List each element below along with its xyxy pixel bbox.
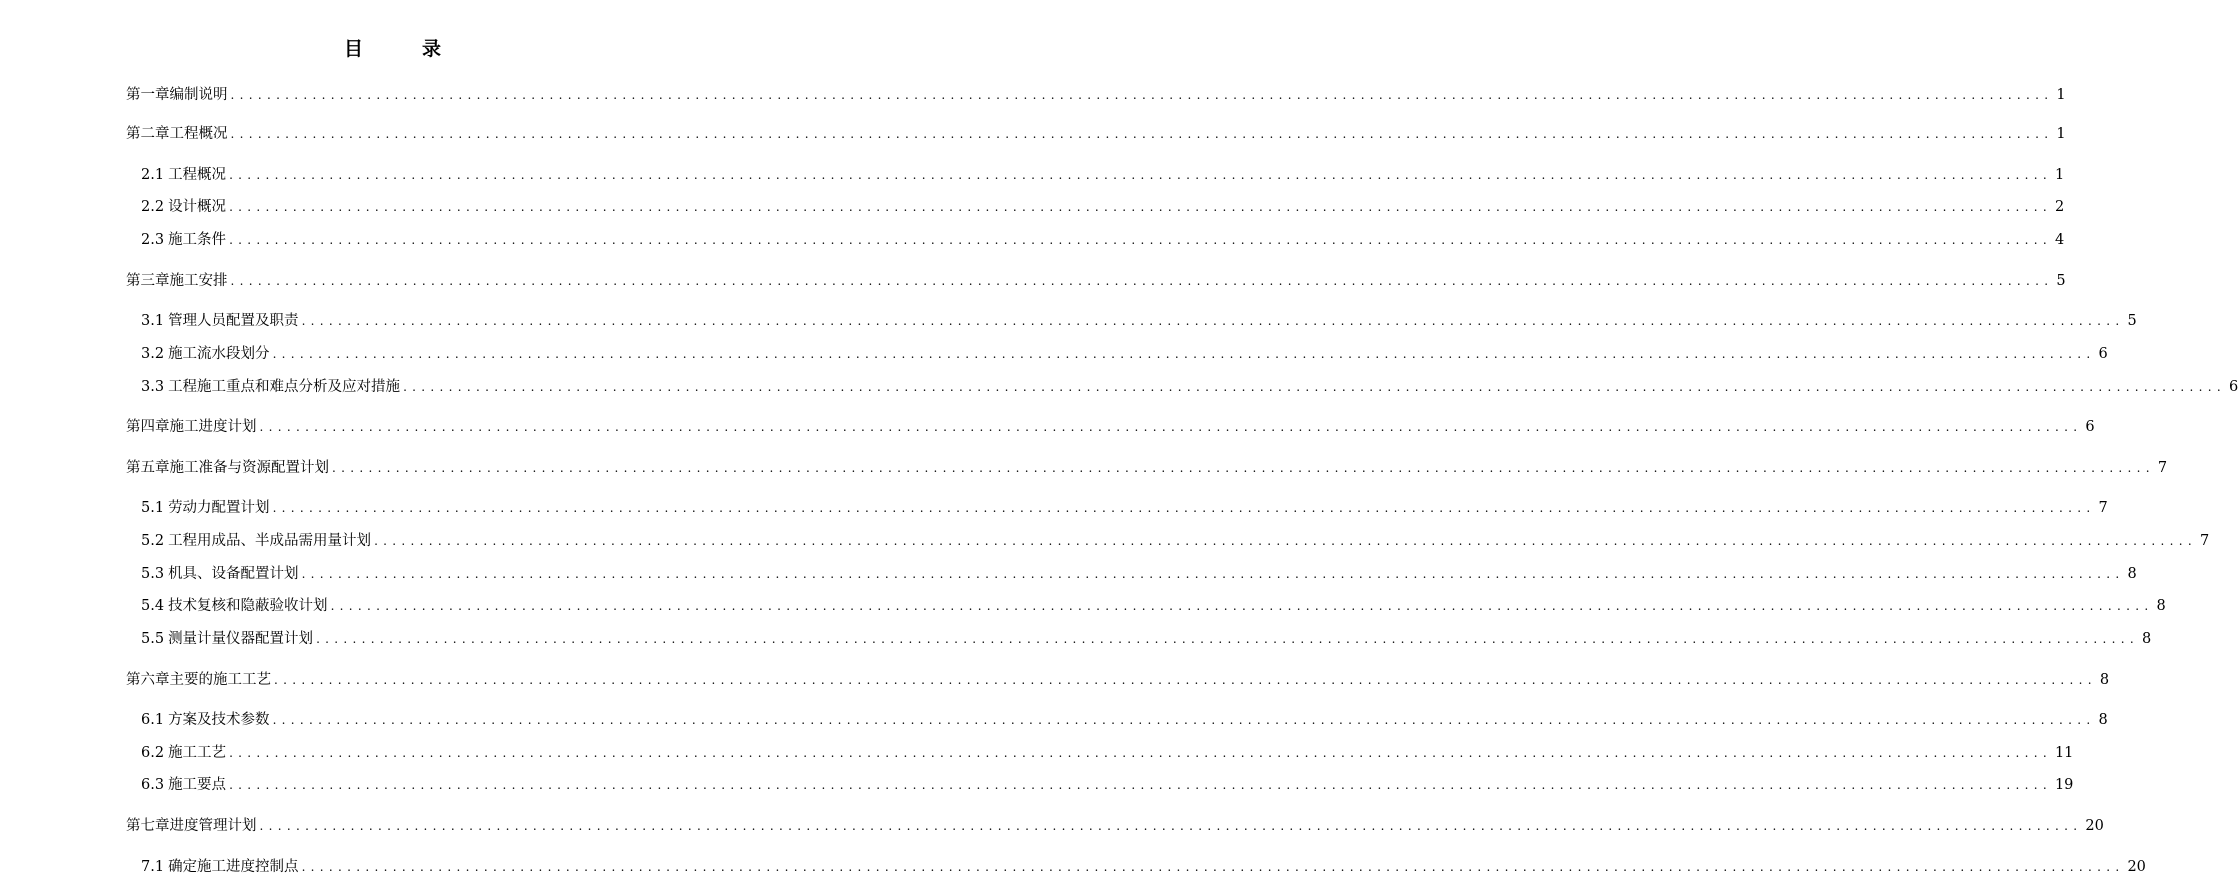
toc-entry-title: 施工流水段划分 bbox=[168, 346, 270, 362]
toc-section-entry[interactable] bbox=[141, 595, 2166, 617]
toc-section-entry[interactable] bbox=[141, 742, 2074, 764]
toc-page-number: 5 bbox=[2127, 313, 2137, 329]
toc-entry-number: 2.1 bbox=[141, 167, 165, 183]
toc-entry-number: 5.2 bbox=[141, 533, 165, 549]
toc-page-number: 5 bbox=[2056, 273, 2066, 289]
toc-chapter-entry[interactable] bbox=[126, 416, 2095, 438]
toc-entry-number: 5.5 bbox=[141, 631, 165, 647]
toc-chapter-entry[interactable] bbox=[126, 123, 2066, 145]
toc-section-entry[interactable] bbox=[141, 628, 2152, 650]
toc-entry-title: 第七章进度管理计划 bbox=[126, 818, 257, 834]
toc-page-number: 11 bbox=[2054, 745, 2074, 761]
page-title: 目 录 bbox=[343, 38, 461, 60]
toc-page-number: 8 bbox=[2099, 672, 2110, 688]
toc-entry-number: 6.2 bbox=[141, 745, 165, 761]
toc-dot-leader: ........................................................................................................................................................................................................ bbox=[330, 599, 2154, 613]
toc-entry-title: 测量计量仪器配置计划 bbox=[168, 631, 314, 647]
toc-dot-leader: ........................................................................................................................................................................................................ bbox=[229, 778, 2052, 792]
toc-section-entry[interactable] bbox=[141, 774, 2074, 796]
toc-dot-leader: ........................................................................................................................................................................................................ bbox=[272, 501, 2096, 515]
toc-dot-leader: ........................................................................................................................................................................................................ bbox=[332, 461, 2155, 475]
toc-page-number: 1 bbox=[2056, 87, 2066, 103]
toc-entry-title: 工程用成品、半成品需用量计划 bbox=[168, 533, 372, 549]
toc-dot-leader: ........................................................................................................................................................................................................ bbox=[272, 347, 2096, 361]
toc-entry-title: 机具、设备配置计划 bbox=[168, 566, 299, 582]
toc-dot-leader: ........................................................................................................................................................................................................ bbox=[230, 88, 2054, 102]
toc-page-number: 6 bbox=[2085, 419, 2095, 435]
toc-chapter-entry[interactable] bbox=[126, 270, 2066, 292]
toc-section-entry[interactable] bbox=[141, 497, 2108, 519]
toc-entry-title: 第三章施工安排 bbox=[126, 273, 228, 289]
toc-chapter-entry[interactable] bbox=[126, 669, 2110, 691]
toc-entry-title: 第二章工程概况 bbox=[126, 126, 228, 142]
toc-dot-leader: ........................................................................................................................................................................................................ bbox=[230, 127, 2054, 141]
toc-entry-title: 劳动力配置计划 bbox=[168, 500, 270, 516]
toc-chapter-entry[interactable] bbox=[126, 84, 2066, 106]
toc-entry-title: 施工条件 bbox=[168, 232, 227, 248]
toc-chapter-entry[interactable] bbox=[126, 457, 2168, 479]
toc-entry-title: 第四章施工进度计划 bbox=[126, 419, 257, 435]
toc-entry-number: 5.4 bbox=[141, 598, 165, 614]
toc-page-number: 7 bbox=[2157, 460, 2168, 476]
toc-page-number: 6 bbox=[2228, 379, 2238, 395]
toc-dot-leader: ........................................................................................................................................................................................................ bbox=[230, 274, 2054, 288]
toc-section-entry[interactable] bbox=[141, 164, 2065, 186]
toc-dot-leader: ........................................................................................................................................................................................................ bbox=[229, 200, 2052, 214]
toc-section-entry[interactable] bbox=[141, 196, 2065, 218]
toc-entry-number: 6.1 bbox=[141, 712, 165, 728]
toc-section-entry[interactable] bbox=[141, 343, 2108, 365]
toc-entry-number: 7.1 bbox=[141, 859, 165, 875]
toc-entry-title: 方案及技术参数 bbox=[168, 712, 270, 728]
toc-section-entry[interactable] bbox=[141, 229, 2065, 251]
toc-page-number: 6 bbox=[2098, 346, 2108, 362]
toc-dot-leader: ........................................................................................................................................................................................................ bbox=[259, 420, 2083, 434]
toc-entry-title: 确定施工进度控制点 bbox=[168, 859, 299, 875]
toc-page-number: 8 bbox=[2141, 631, 2152, 647]
toc-section-entry[interactable] bbox=[141, 310, 2137, 332]
toc-entry-title: 施工要点 bbox=[168, 777, 227, 793]
toc-entry-title: 设计概况 bbox=[168, 199, 227, 215]
toc-dot-leader: ........................................................................................................................................................................................................ bbox=[301, 314, 2125, 328]
toc-entry-title: 第五章施工准备与资源配置计划 bbox=[126, 460, 329, 476]
toc-entry-title: 第六章主要的施工工艺 bbox=[126, 672, 271, 688]
toc-entry-title: 施工工艺 bbox=[168, 745, 227, 761]
toc-entry-number: 3.2 bbox=[141, 346, 165, 362]
toc-entry-title: 工程施工重点和难点分析及应对措施 bbox=[168, 379, 401, 395]
toc-page-number: 8 bbox=[2127, 566, 2137, 582]
toc-page-number: 19 bbox=[2054, 777, 2074, 793]
toc-entry-title: 技术复核和隐蔽验收计划 bbox=[168, 598, 328, 614]
toc-dot-leader: ........................................................................................................................................................................................................ bbox=[403, 380, 2226, 394]
toc-dot-leader: ........................................................................................................................................................................................................ bbox=[316, 632, 2139, 646]
toc-dot-leader: ........................................................................................................................................................................................................ bbox=[229, 746, 2052, 760]
toc-entry-title: 管理人员配置及职责 bbox=[168, 313, 299, 329]
toc-dot-leader: ........................................................................................................................................................................................................ bbox=[374, 534, 2197, 548]
toc-page-number: 20 bbox=[2085, 818, 2104, 834]
toc-dot-leader: ........................................................................................................................................................................................................ bbox=[272, 713, 2096, 727]
toc-section-entry[interactable] bbox=[141, 376, 2238, 398]
toc-entry-number: 2.3 bbox=[141, 232, 165, 248]
toc-dot-leader: ........................................................................................................................................................................................................ bbox=[229, 233, 2052, 247]
toc-section-entry[interactable] bbox=[141, 530, 2210, 552]
toc-page-number: 8 bbox=[2098, 712, 2108, 728]
toc-page-number: 2 bbox=[2054, 199, 2065, 215]
toc-page-number: 1 bbox=[2056, 126, 2066, 142]
toc-dot-leader: ........................................................................................................................................................................................................ bbox=[301, 567, 2125, 581]
toc-entry-number: 6.3 bbox=[141, 777, 165, 793]
toc-dot-leader: ........................................................................................................................................................................................................ bbox=[301, 860, 2125, 874]
toc-entry-title: 第一章编制说明 bbox=[126, 87, 228, 103]
toc-entry-title: 工程概况 bbox=[168, 167, 227, 183]
toc-page-number: 7 bbox=[2098, 500, 2108, 516]
toc-entry-number: 3.1 bbox=[141, 313, 165, 329]
toc-page-number: 4 bbox=[2054, 232, 2065, 248]
toc-section-entry[interactable] bbox=[141, 856, 2146, 878]
toc-dot-leader: ........................................................................................................................................................................................................ bbox=[274, 673, 2097, 687]
toc-entry-number: 3.3 bbox=[141, 379, 165, 395]
toc-page-number: 8 bbox=[2156, 598, 2166, 614]
toc-entry-number: 2.2 bbox=[141, 199, 165, 215]
toc-section-entry[interactable] bbox=[141, 709, 2108, 731]
toc-dot-leader: ........................................................................................................................................................................................................ bbox=[229, 168, 2052, 182]
toc-entry-number: 5.3 bbox=[141, 566, 165, 582]
toc-chapter-entry[interactable] bbox=[126, 815, 2104, 837]
toc-entry-number: 5.1 bbox=[141, 500, 165, 516]
toc-page-number: 20 bbox=[2127, 859, 2146, 875]
toc-page-number: 1 bbox=[2054, 167, 2065, 183]
toc-dot-leader: ........................................................................................................................................................................................................ bbox=[259, 819, 2083, 833]
toc-section-entry[interactable] bbox=[141, 563, 2137, 585]
toc-page-number: 7 bbox=[2199, 533, 2210, 549]
